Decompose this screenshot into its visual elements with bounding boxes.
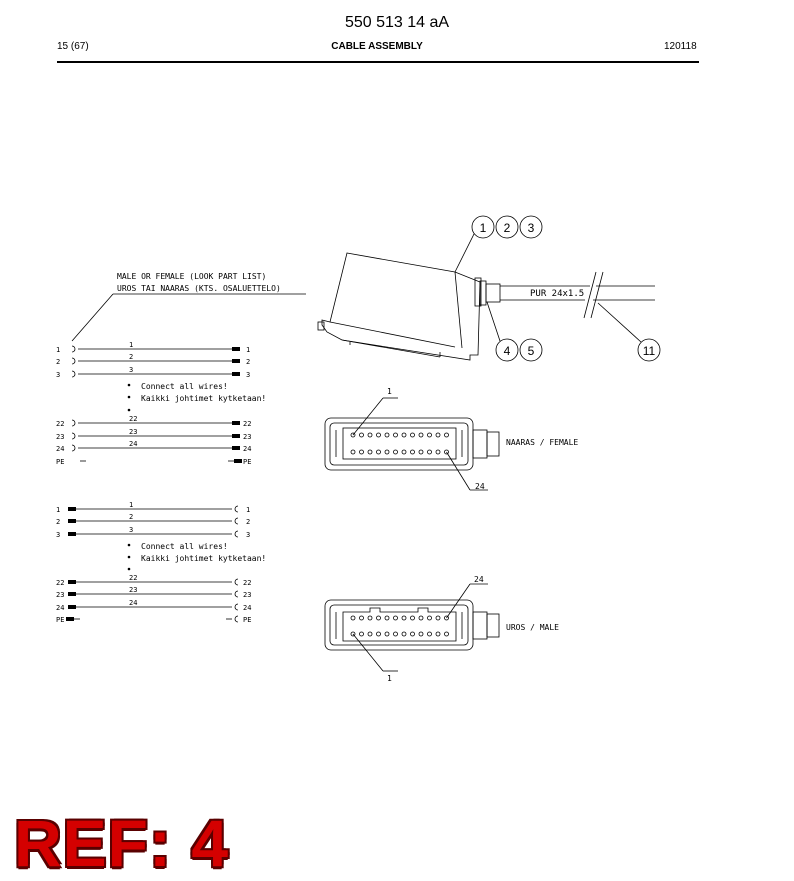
wt-right-pin-2: 2: [246, 358, 251, 366]
wb-right-pin-23: 23: [243, 591, 252, 599]
male-connector-face: [325, 584, 499, 671]
wb-right-pin-2: 2: [246, 518, 251, 526]
female-connector-face: [325, 398, 499, 490]
wiring-diagram-top: [72, 346, 242, 463]
wt-left-pin-22: 22: [56, 420, 65, 428]
wt-note-2: Kaikki johtimet kytketaan!: [141, 394, 267, 403]
wt-left-pin-2: 2: [56, 358, 61, 366]
balloon-5-label: 5: [527, 344, 535, 358]
wb-right-pin-pe: PE: [243, 616, 252, 624]
connector-note-line2: UROS TAI NAARAS (KTS. OSALUETTELO): [117, 284, 281, 293]
wt-right-pin-3: 3: [246, 371, 251, 379]
wt-right-pin-24: 24: [243, 445, 252, 453]
wb-wire-22: 22: [129, 574, 138, 582]
wb-left-pin-23: 23: [56, 591, 65, 599]
wt-wire-24: 24: [129, 440, 138, 448]
wb-wire-24: 24: [129, 599, 138, 607]
wb-left-pin-3: 3: [56, 531, 61, 539]
wb-left-pin-1: 1: [56, 506, 61, 514]
wt-left-pin-3: 3: [56, 371, 61, 379]
female-pin-last-label: 24: [475, 482, 485, 491]
document-number: 550 513 14 aA: [344, 14, 450, 31]
wt-right-pin-1: 1: [246, 346, 251, 354]
wb-wire-3: 3: [129, 526, 134, 534]
wb-wire-1: 1: [129, 501, 134, 509]
balloon-11-label: 11: [642, 344, 656, 358]
wt-wire-3: 3: [129, 366, 134, 374]
wt-wire-1: 1: [129, 341, 134, 349]
page-number: 15 (67): [57, 41, 89, 52]
wt-note-1: Connect all wires!: [141, 382, 228, 391]
wb-wire-23: 23: [129, 586, 138, 594]
date-code: 120118: [664, 41, 697, 52]
connector-illustration: [318, 253, 655, 360]
wt-left-pin-23: 23: [56, 433, 65, 441]
wb-right-pin-1: 1: [246, 506, 251, 514]
wt-wire-23: 23: [129, 428, 138, 436]
wt-right-pin-23: 23: [243, 433, 252, 441]
section-title: CABLE ASSEMBLY: [331, 41, 423, 52]
wt-left-pin-pe: PE: [56, 458, 65, 466]
wt-wire-2: 2: [129, 353, 134, 361]
wt-left-pin-24: 24: [56, 445, 65, 453]
balloon-3-label: 3: [527, 221, 535, 235]
wt-right-pin-pe: PE: [243, 458, 252, 466]
wb-note-2: Kaikki johtimet kytketaan!: [141, 554, 267, 563]
balloon-1-label: 1: [479, 221, 487, 235]
male-pin-last-label: 24: [474, 575, 484, 584]
male-label: UROS / MALE: [506, 623, 559, 632]
wb-note-1: Connect all wires!: [141, 542, 228, 551]
cable-label: PUR 24x1.5: [530, 289, 585, 299]
male-pin-first-label: 1: [387, 674, 392, 683]
connector-note-line1: MALE OR FEMALE (LOOK PART LIST): [117, 272, 267, 281]
wb-right-pin-24: 24: [243, 604, 252, 612]
wb-left-pin-22: 22: [56, 579, 65, 587]
wb-left-pin-2: 2: [56, 518, 61, 526]
wt-left-pin-1: 1: [56, 346, 61, 354]
wb-left-pin-24: 24: [56, 604, 65, 612]
female-label: NAARAS / FEMALE: [506, 438, 579, 447]
wt-wire-22: 22: [129, 415, 138, 423]
wb-right-pin-22: 22: [243, 579, 252, 587]
ref-stamp: REF: 4: [14, 806, 230, 880]
balloon-2-label: 2: [503, 221, 511, 235]
wb-wire-2: 2: [129, 513, 134, 521]
female-pin-first-label: 1: [387, 387, 392, 396]
wb-right-pin-3: 3: [246, 531, 251, 539]
wb-left-pin-pe: PE: [56, 616, 65, 624]
balloon-4-label: 4: [503, 344, 511, 358]
wt-right-pin-22: 22: [243, 420, 252, 428]
wiring-diagram-bottom: [66, 506, 238, 622]
